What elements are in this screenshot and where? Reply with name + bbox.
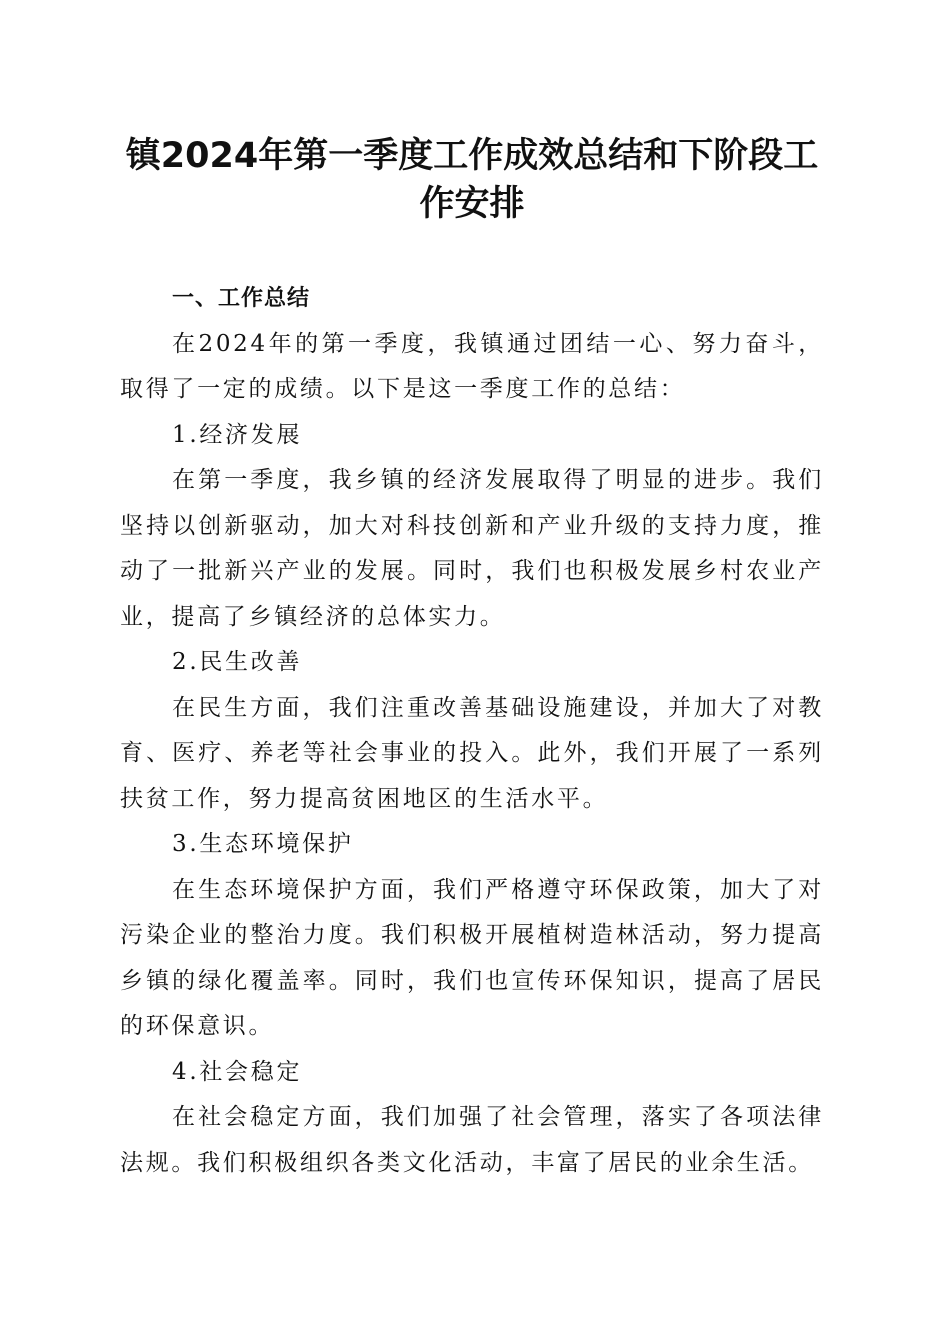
section-heading: 一、工作总结 <box>172 286 311 311</box>
item-body-ecology: 在生态环境保护方面，我们严格遵守环保政策，加大了对污染企业的整治力度。我们积极开展植树造林活动，努力提高乡镇的绿化覆盖率。同时，我们也宣传环保知识，提高了居民的环保意识。 <box>120 876 824 1039</box>
item-heading-livelihood: 2.民生改善 <box>172 649 303 675</box>
item-heading-ecology: 3.生态环境保护 <box>172 831 354 857</box>
item-heading-stability: 4.社会稳定 <box>172 1058 303 1085</box>
item-heading-economy: 1.经济发展 <box>172 421 303 448</box>
item-body-stability: 在社会稳定方面，我们加强了社会管理，落实了各项法律法规。我们积极组织各类文化活动，丰富了居民的业余生活。 <box>120 1104 824 1176</box>
document-title: 镇2024年第一季度工作成效总结和下阶段工作安排 <box>125 136 819 224</box>
item-body-livelihood: 在民生方面，我们注重改善基础设施建设，并加大了对教育、医疗、养老等社会事业的投入。此外，我们开展了一系列扶贫工作，努力提高贫困地区的生活水平。 <box>120 694 824 812</box>
section-intro: 在2024年的第一季度，我镇通过团结一心、努力奋斗，取得了一定的成绩。以下是这一季度工作的总结： <box>120 330 824 402</box>
document-body <box>120 276 824 1186</box>
item-body-economy: 在第一季度，我乡镇的经济发展取得了明显的进步。我们坚持以创新驱动，加大对科技创新和产业升级的支持力度，推动了一批新兴产业的发展。同时，我们也积极发展乡村农业产业，提高了乡镇经济的总体实力。 <box>120 467 824 630</box>
